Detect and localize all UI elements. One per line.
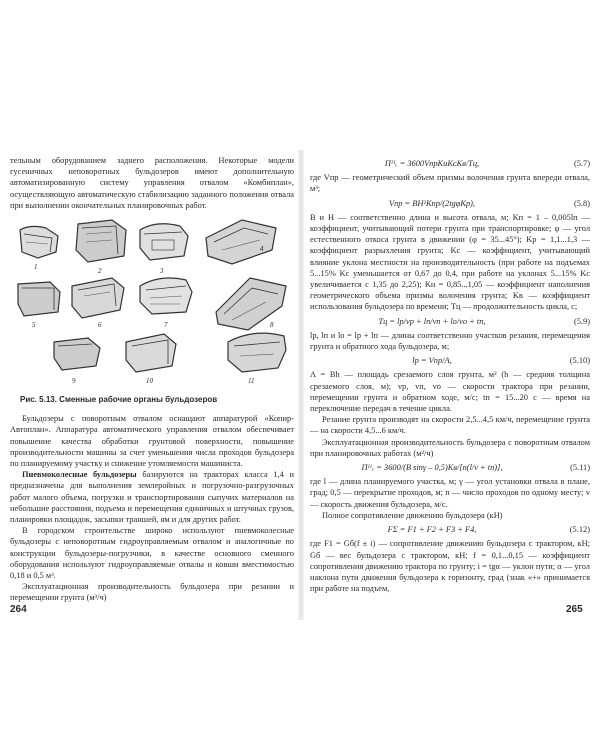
formula-5-7 (310, 158, 590, 169)
tool-drawing-4 (202, 216, 280, 268)
right-text-4: A = Bh — площадь срезаемого слоя грунта, м² (h — средняя толщина срезаемого слоя, м); vр, vп, vо — скорости трактора при резании, перемещении грунта и обратном ходе, м/с; tп = 15...20 с — время на переключение передач в течение цикла. (310, 370, 590, 414)
right-text-9: где F1 = Gб(f ± i) — сопротивление движению бульдозера с трактором, кН; Gб — вес бульдозера с трактором, кН; f = 0,1...0,15 — коэффициент сопротивления движению трактора по грунту; i = tgα — уклон пути; α — угол наклона пути движения бульдозера к горизонту, град (знак «+» принимается при работе на подъем, (310, 539, 590, 594)
tool-label-3: 3 (160, 267, 164, 276)
formula-5-8 (310, 198, 590, 209)
tool-label-4: 4 (260, 245, 264, 254)
right-text-2: B и H — соответственно длина и высота отвала, м; Kп = 1 – 0,005lп — коэффициент, учитывающий потери грунта при транспортировке; φ — угол естественного откоса грунта в движении (φ = 35...45°); Kр = 1,1...1,3 — коэффициент разрыхления грунта; Kс — коэффициент, учитывающий влияние уклона местности на производительность (при работе на подъемах 5...15% Kс уменьшается от 0,67 до 0,4, при работе на уклонах 5...15% Kс увеличивается с 1,35 до 2,25); Kн = 0,85...1,05 — коэффициент наполнения геометрического объема призмы волочения грунта; Kв — коэффициент использования бульдозера по времени; Tц — продолжительность цикла, с; (310, 212, 590, 312)
left-paragraph-3-text: базируются на тракторах класса 1,4 и предназначены для выполнения землеройных и погрузочно-разгрузочных работ малого объема, погрузки и транспортирования сыпучих материалов на небольшие расстояния, подъема и перемещения единичных и штучных грузов, планировки площадок, засыпки траншей, ям и для других работ. (10, 470, 294, 525)
tool-drawing-7 (136, 274, 196, 318)
tool-drawing-5 (14, 278, 64, 320)
book-gutter (298, 150, 304, 620)
right-text-8: Полное сопротивление движению бульдозера (кН) (322, 510, 503, 520)
right-page (310, 155, 590, 594)
left-paragraph-4: В городском строительстве широко используют пневмоколесные бульдозеры с неповоротным гидроуправляемым отвалом и аналогичные по конструкции бульдозеры-погрузчики, в качестве основного сменного оборудования используют гидроуправляемые отвалы и ковши вместимостью 0,18 и 0,5 м³. (10, 526, 294, 581)
tool-drawing-8 (210, 272, 290, 334)
tool-label-2: 2 (98, 267, 102, 276)
formula-5-8-number: (5.8) (573, 198, 590, 208)
formula-5-10-expression: lр = Vпр/A, (412, 356, 452, 366)
page-number-right: 265 (566, 604, 583, 615)
left-paragraph-3 (10, 469, 294, 525)
tool-label-7: 7 (164, 321, 168, 330)
tool-label-10: 10 (146, 377, 153, 386)
left-page (10, 155, 294, 604)
formula-5-8-expression: Vпр = BH²Kпр/(2tgφKр), (388, 198, 476, 208)
right-text-7: где l — длина планируемого участка, м; γ — угол установки отвала в плане, град; 0,5 — перекрытие проходов, м; n — число проходов по одному месту; v — скорость движения бульдозера, м/с. (310, 477, 590, 509)
formula-5-12-expression: FΣ = F1 + F2 + F3 + F4, (387, 525, 477, 535)
left-paragraph-1: тельным оборудованием заднего расположения. Некоторые модели гусеничных неповоротных бульдозеров имеют дополнительную автоматизированную систему управления отвалом «Комбиплан», осуществляющую автоматическую стабилизацию заданного положения отвала при выполнении окончательных планировочных работ. (10, 156, 294, 210)
tool-drawing-9 (50, 334, 104, 374)
right-text-1: где Vпр — геометрический объем призмы волочения грунта впереди отвала, м³; (310, 173, 590, 194)
formula-5-10-number: (5.10) (569, 356, 590, 366)
figure-working-tools (10, 216, 294, 391)
formula-5-7-expression: Пᴵᴵₑ = 3600VпрKиKсKв/Tц, (384, 159, 480, 168)
tool-drawing-11 (224, 328, 290, 374)
left-paragraph-2: Бульдозеры с поворотным отвалом оснащают аппаратурой «Копир-Автоплан». Аппаратура автоматического управления отвалом обеспечивает повышение качества обработки грунтовой поверхности, повышение производительности машины за счет уменьшения числа проходов бульдозера по планируемому участку и снижение утомляемости машиниста. (10, 414, 294, 469)
page-number-left: 264 (10, 604, 27, 615)
right-text-3: lр, lп и lо = lр + lп — длины соответственно участков резания, перемещения грунта и обратного хода бульдозера, м; (310, 330, 590, 352)
right-text-6: Эксплуатационная производительность бульдозера с поворотным отвалом при планировочных работах (м²/ч) (310, 437, 590, 458)
formula-5-10 (310, 355, 590, 366)
tool-label-6: 6 (98, 321, 102, 330)
formula-5-9-number: (5.9) (573, 316, 590, 326)
tool-drawing-1 (16, 222, 66, 264)
formula-5-9 (310, 316, 590, 327)
formula-5-11 (310, 462, 590, 473)
tool-label-1: 1 (34, 263, 38, 272)
left-paragraph-5: Эксплуатационная производительность бульдозера при резании и перемещении грунта (м³/ч) (10, 582, 294, 603)
tool-drawing-2 (72, 218, 130, 266)
formula-5-12 (310, 524, 590, 535)
tool-drawing-10 (122, 332, 180, 374)
formula-5-7-number: (5.7) (573, 159, 590, 168)
tool-label-9: 9 (72, 377, 76, 386)
formula-5-11-expression: Пᴵᴵₑ = 3600/(B sinγ – 0,5)Kв/[n(l/v + tп)], (361, 463, 503, 473)
figure-caption: Рис. 5.13. Сменные рабочие органы бульдозеров (20, 395, 218, 405)
tool-label-5: 5 (32, 321, 36, 330)
formula-5-9-expression: Tц = lр/vр + lп/vп + lо/vо + tп, (378, 316, 486, 326)
formula-5-11-number: (5.11) (570, 463, 590, 473)
tool-label-8: 8 (270, 321, 274, 330)
right-text-5: Резание грунта производят на скорости 2,5...4,5 км/ч, перемещение грунта — на скорости 4,5...6 км/ч. (310, 415, 590, 436)
formula-5-12-number: (5.12) (569, 525, 590, 535)
tool-drawing-3 (136, 220, 192, 266)
term-pneumatic-bulldozers: Пневмоколесные бульдозеры (22, 470, 137, 480)
tool-drawing-6 (68, 276, 128, 320)
tool-label-11: 11 (248, 377, 255, 386)
